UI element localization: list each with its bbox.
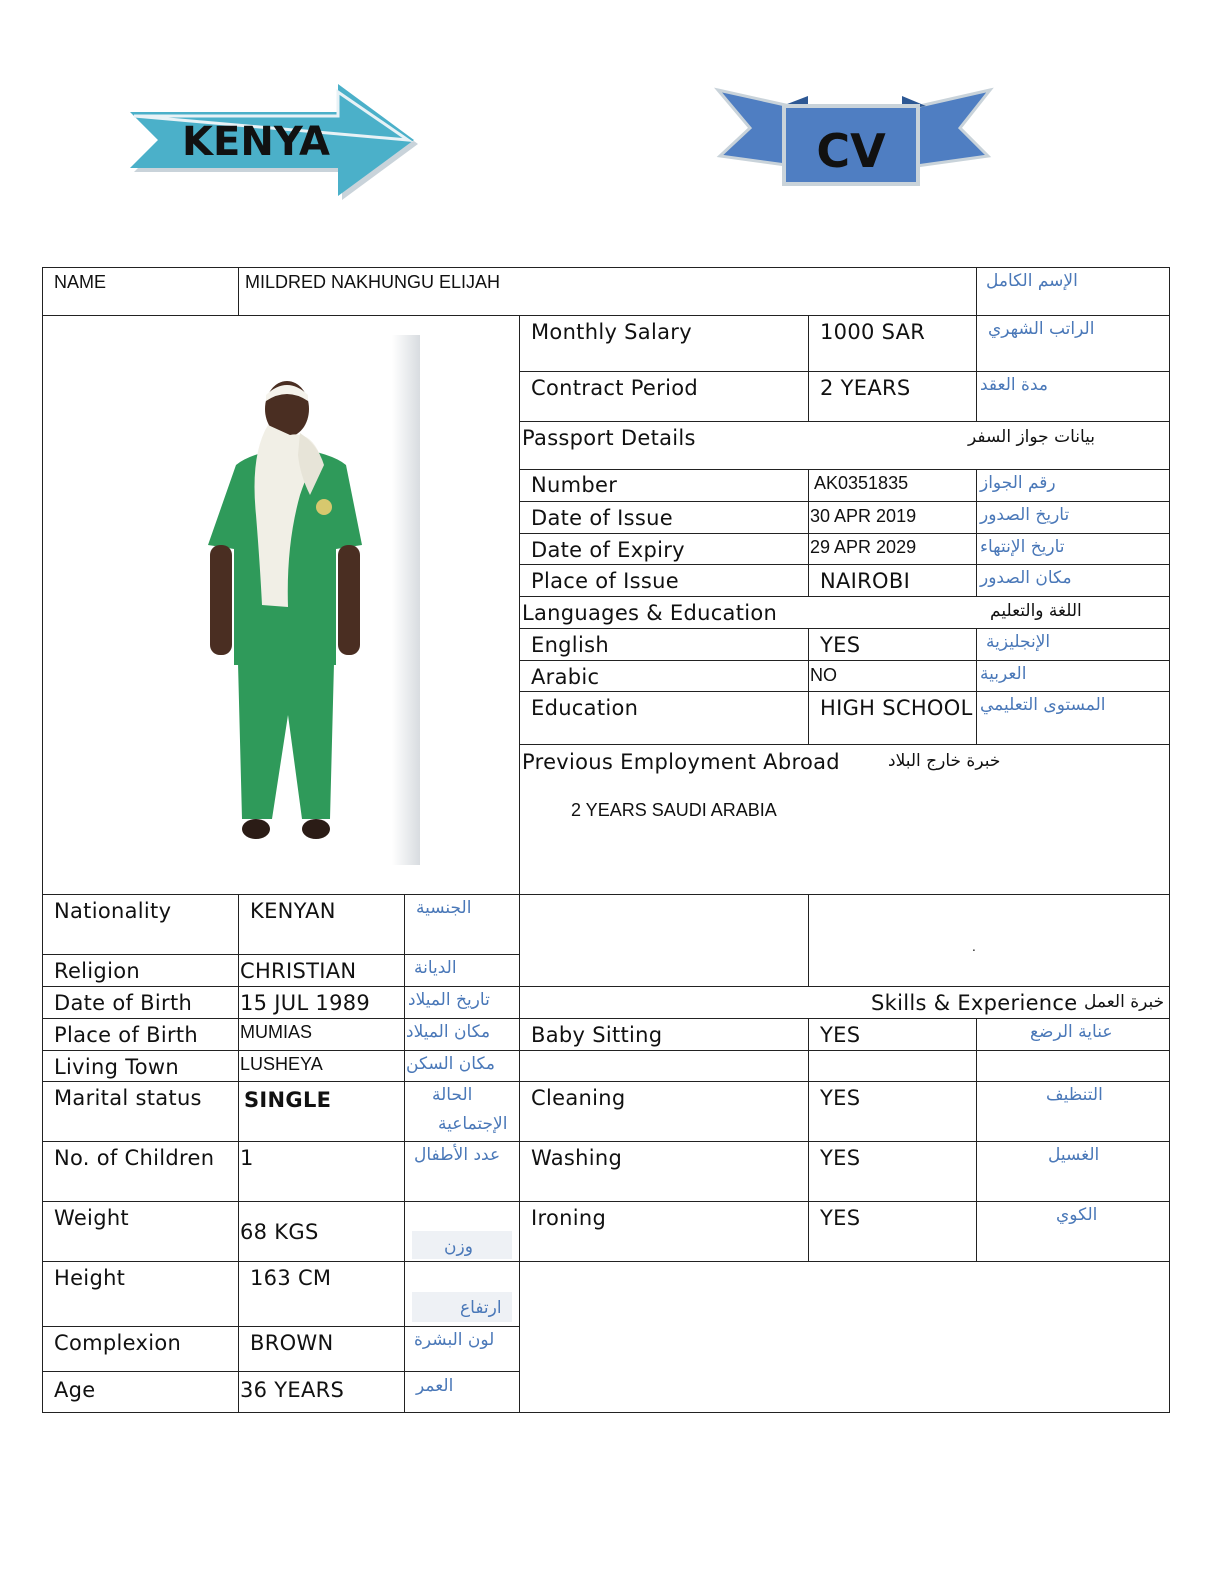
prev-employment-value: 2 YEARS SAUDI ARABIA xyxy=(571,800,777,820)
cv-ribbon-banner xyxy=(712,82,997,194)
dob-value: 15 JUL 1989 xyxy=(240,991,371,1015)
monthly-salary-value: 1000 SAR xyxy=(820,320,926,344)
passport-heading-ar: بيانات جواز السفر xyxy=(968,427,1096,447)
dob-label: Date of Birth xyxy=(54,991,193,1015)
age-value: 36 YEARS xyxy=(240,1378,345,1402)
cv-banner-text: CV xyxy=(816,124,886,178)
living-town-value: LUSHEYA xyxy=(240,1054,323,1074)
ironing-label-ar: الكوي xyxy=(1056,1205,1098,1225)
weight-label-ar: وزن xyxy=(444,1237,473,1257)
name-label-ar: الإسم الكامل xyxy=(986,271,1078,291)
age-label-ar: العمر xyxy=(416,1376,454,1396)
baby-sitting-label-ar: عناية الرضع xyxy=(1030,1022,1113,1042)
cleaning-label-ar: التنظيف xyxy=(1046,1085,1103,1105)
monthly-salary-label-ar: الراتب الشهري xyxy=(988,319,1095,339)
religion-value: CHRISTIAN xyxy=(240,959,357,983)
nationality-label-ar: الجنسية xyxy=(416,898,472,918)
ironing-value: YES xyxy=(820,1206,861,1230)
marital-label: Marital status xyxy=(54,1086,202,1110)
date-expiry-label-ar: تاريخ الإنتهاء xyxy=(980,537,1065,557)
marital-label-ar-1: الحالة xyxy=(432,1085,473,1105)
children-label-ar: عدد الأطفال xyxy=(414,1145,501,1165)
washing-value: YES xyxy=(820,1146,861,1170)
complexion-label-ar: لون البشرة xyxy=(414,1330,495,1350)
pob-value: MUMIAS xyxy=(240,1022,312,1042)
kenya-arrow-banner xyxy=(128,82,423,207)
pob-label-ar: مكان الميلاد xyxy=(406,1022,491,1042)
date-expiry-label: Date of Expiry xyxy=(531,538,685,562)
passport-number-value: AK0351835 xyxy=(814,473,909,493)
skills-heading-ar: خبرة العمل xyxy=(1084,992,1165,1012)
skills-heading: Skills & Experience xyxy=(871,991,1078,1015)
name-label: NAME xyxy=(54,272,107,292)
education-label: Education xyxy=(531,696,639,720)
place-issue-value: NAIROBI xyxy=(820,569,911,593)
baby-sitting-label: Baby Sitting xyxy=(531,1023,663,1047)
weight-value: 68 KGS xyxy=(240,1220,319,1244)
arabic-label: Arabic xyxy=(531,665,600,689)
lang-heading: Languages & Education xyxy=(522,601,778,625)
education-value: HIGH SCHOOL xyxy=(820,696,973,720)
date-issue-label: Date of Issue xyxy=(531,506,673,530)
person-photo-icon xyxy=(140,335,420,865)
english-value: YES xyxy=(820,633,861,657)
prev-employment-label-ar: خبرة خارج البلاد xyxy=(888,751,1001,771)
english-label-ar: الإنجليزية xyxy=(986,632,1051,652)
pob-label: Place of Birth xyxy=(54,1023,199,1047)
stray-dot: . xyxy=(972,940,976,954)
nationality-value: KENYAN xyxy=(250,899,336,923)
passport-number-label-ar: رقم الجواز xyxy=(980,473,1056,493)
cleaning-label: Cleaning xyxy=(531,1086,626,1110)
nationality-label: Nationality xyxy=(54,899,172,923)
washing-label-ar: الغسيل xyxy=(1048,1145,1100,1165)
arabic-value: NO xyxy=(810,665,837,685)
date-expiry-value: 29 APR 2029 xyxy=(810,537,917,557)
marital-label-ar-2: الإجتماعية xyxy=(438,1114,508,1134)
place-issue-label-ar: مكان الصدور xyxy=(980,568,1072,588)
dob-label-ar: تاريخ الميلاد xyxy=(408,990,490,1010)
contract-period-label-ar: مدة العقد xyxy=(980,375,1048,395)
place-issue-label: Place of Issue xyxy=(531,569,679,593)
height-label-ar: ارتفاع xyxy=(460,1298,502,1318)
date-issue-value: 30 APR 2019 xyxy=(810,506,917,526)
baby-sitting-value: YES xyxy=(820,1023,861,1047)
height-value: 163 CM xyxy=(250,1266,332,1290)
lang-heading-ar: اللغة والتعليم xyxy=(990,601,1082,621)
english-label: English xyxy=(531,633,609,657)
complexion-value: BROWN xyxy=(250,1331,334,1355)
height-label: Height xyxy=(54,1266,126,1290)
arabic-label-ar: العربية xyxy=(980,664,1027,684)
weight-label: Weight xyxy=(54,1206,129,1230)
religion-label-ar: الديانة xyxy=(414,958,457,978)
religion-label: Religion xyxy=(54,959,140,983)
name-value: MILDRED NAKHUNGU ELIJAH xyxy=(245,272,501,292)
complexion-label: Complexion xyxy=(54,1331,182,1355)
living-town-label: Living Town xyxy=(54,1055,180,1079)
ironing-label: Ironing xyxy=(531,1206,607,1230)
cleaning-value: YES xyxy=(820,1086,861,1110)
monthly-salary-label: Monthly Salary xyxy=(531,320,692,344)
contract-period-value: 2 YEARS xyxy=(820,376,911,400)
date-issue-label-ar: تاريخ الصدور xyxy=(980,505,1070,525)
children-label: No. of Children xyxy=(54,1146,215,1170)
contract-period-label: Contract Period xyxy=(531,376,698,400)
age-label: Age xyxy=(54,1378,96,1402)
washing-label: Washing xyxy=(531,1146,623,1170)
passport-number-label: Number xyxy=(531,473,618,497)
prev-employment-label: Previous Employment Abroad xyxy=(522,750,840,774)
education-label-ar: المستوى التعليمي xyxy=(980,695,1106,715)
children-value: 1 xyxy=(240,1146,254,1170)
kenya-banner-text: KENYA xyxy=(182,119,330,165)
passport-heading: Passport Details xyxy=(522,426,696,450)
marital-value: SINGLE xyxy=(244,1088,332,1112)
living-town-label-ar: مكان السكن xyxy=(406,1054,495,1074)
